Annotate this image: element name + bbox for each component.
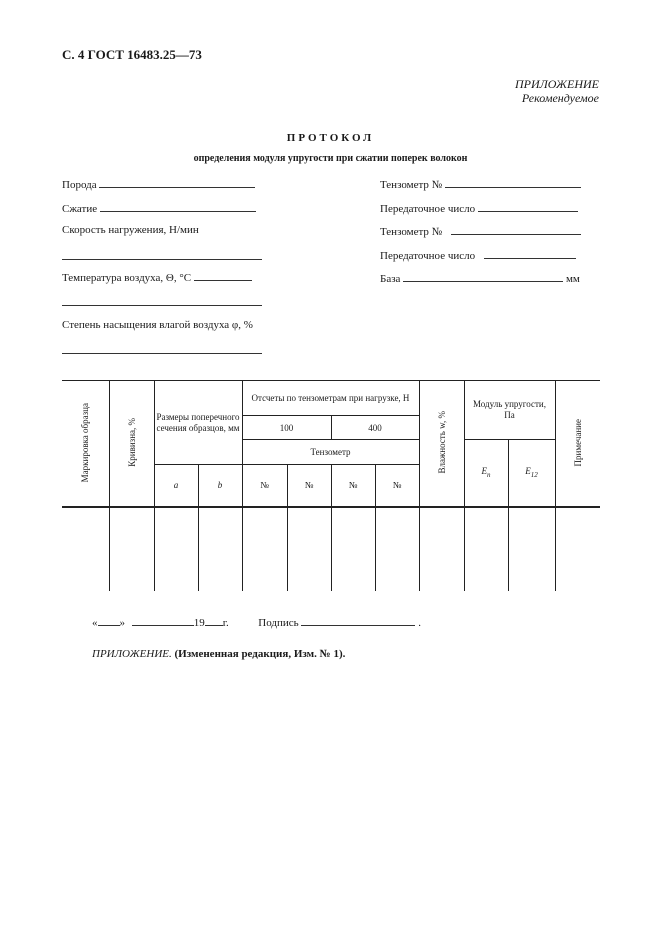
date-month-blank[interactable] xyxy=(132,615,194,626)
table-row xyxy=(62,507,600,591)
table-cell[interactable] xyxy=(375,507,419,591)
dim-a-cell: a xyxy=(154,465,198,507)
col-moisture-header xyxy=(419,381,464,507)
field-base-unit: мм xyxy=(565,273,580,285)
field-strain-gauge-2-blank[interactable] xyxy=(451,224,581,235)
dim-b-cell: b xyxy=(198,465,242,507)
gauge-no-1-cell: № xyxy=(242,465,287,507)
e-12-cell xyxy=(508,440,555,507)
protocol-subtitle: определения модуля упругости при сжатии поперек волокон xyxy=(193,153,468,164)
col-moisture-label: Влажность w, % xyxy=(436,411,447,474)
amendment-note-label: ПРИЛОЖЕНИЕ. xyxy=(92,648,172,660)
field-compression-label: Сжатие xyxy=(62,203,98,215)
date-day-blank[interactable] xyxy=(98,615,120,626)
field-strain-gauge-1-label: Тензометр № xyxy=(380,179,443,191)
signature-blank[interactable] xyxy=(301,615,415,626)
field-gear-ratio-2-blank[interactable] xyxy=(484,248,576,259)
field-air-temp xyxy=(62,270,252,285)
table-cell[interactable] xyxy=(419,507,464,591)
col-curvature-header xyxy=(109,381,154,507)
e-n-sub: n xyxy=(487,471,491,480)
col-note-label: Примечание xyxy=(572,418,583,466)
field-air-humidity-blank[interactable] xyxy=(62,353,262,354)
col-dimensions-label: Размеры поперечного сечения образцов, мм xyxy=(156,411,240,433)
e-n-label: E xyxy=(481,466,487,477)
field-gear-ratio-1-label: Передаточное число xyxy=(380,203,476,215)
col-modulus-label: Модуль упругости, Па xyxy=(473,399,546,420)
field-gear-ratio-1 xyxy=(380,201,578,216)
e-12-sub: 12 xyxy=(530,471,538,480)
load-400-cell: 400 xyxy=(331,416,419,440)
field-load-rate-label: Скорость нагружения, Н/мин xyxy=(62,224,199,236)
signature-label: Подпись xyxy=(258,617,299,629)
date-year-prefix: 19 xyxy=(193,617,205,629)
field-species-label: Порода xyxy=(62,179,97,191)
date-quote-open: « xyxy=(92,617,98,629)
col-marking-label: Маркировка образца xyxy=(80,402,91,482)
table-cell[interactable] xyxy=(331,507,375,591)
col-modulus-header xyxy=(464,381,555,440)
field-load-rate-blank[interactable] xyxy=(62,259,262,260)
table-cell[interactable] xyxy=(242,507,287,591)
col-readings-label: Отсчеты по тензометрам при нагрузке, Н xyxy=(251,392,410,403)
field-gear-ratio-2 xyxy=(380,248,576,263)
field-strain-gauge-2 xyxy=(380,224,581,239)
col-dimensions-header xyxy=(154,381,242,465)
table-cell[interactable] xyxy=(508,507,555,591)
signature-line xyxy=(92,615,421,629)
appendix-block xyxy=(515,77,599,105)
gauge-no-3-cell: № xyxy=(331,465,375,507)
field-strain-gauge-1-blank[interactable] xyxy=(445,177,581,188)
col-curvature-label: Кривизна, % xyxy=(126,417,137,467)
col-readings-header xyxy=(242,381,419,416)
table-cell[interactable] xyxy=(464,507,508,591)
e-n-cell xyxy=(464,440,508,507)
page-header: С. 4 ГОСТ 16483.25—73 xyxy=(62,47,202,62)
gauge-no-2-cell: № xyxy=(287,465,331,507)
appendix-status: Рекомендуемое xyxy=(521,91,599,105)
appendix-label: ПРИЛОЖЕНИЕ xyxy=(515,77,599,91)
table-cell[interactable] xyxy=(555,507,600,591)
field-species xyxy=(62,177,255,192)
col-note-header xyxy=(555,381,600,507)
field-gear-ratio-1-blank[interactable] xyxy=(478,201,578,212)
field-strain-gauge-1 xyxy=(380,177,581,192)
date-quote-close: » xyxy=(119,617,125,629)
e-12-label: E xyxy=(525,466,531,477)
col-marking-header xyxy=(62,381,109,507)
table-cell[interactable] xyxy=(287,507,331,591)
field-strain-gauge-2-label: Тензометр № xyxy=(380,226,443,238)
gauge-no-4-cell: № xyxy=(375,465,419,507)
field-air-temp-blank[interactable] xyxy=(194,270,252,281)
signature-end-dot: . xyxy=(418,617,421,629)
strain-gauge-cell: Тензометр xyxy=(242,440,419,465)
amendment-note xyxy=(92,648,345,660)
amendment-note-text: (Измененная редакция, Изм. № 1). xyxy=(174,648,346,660)
table-cell[interactable] xyxy=(109,507,154,591)
field-base-label: База xyxy=(380,273,401,285)
field-air-temp-extra-line[interactable] xyxy=(62,305,262,306)
protocol-title: ПРОТОКОЛ xyxy=(286,132,375,144)
field-species-blank[interactable] xyxy=(99,177,255,188)
load-100-cell: 100 xyxy=(242,416,331,440)
field-base-blank[interactable] xyxy=(403,271,563,282)
table-cell[interactable] xyxy=(198,507,242,591)
table-cell[interactable] xyxy=(154,507,198,591)
field-compression-blank[interactable] xyxy=(100,201,256,212)
table-cell[interactable] xyxy=(62,507,109,591)
protocol-table xyxy=(62,380,600,591)
date-year-suffix: г. xyxy=(222,617,229,629)
field-base xyxy=(380,271,580,286)
date-year-blank[interactable] xyxy=(205,615,223,626)
field-gear-ratio-2-label: Передаточное число xyxy=(380,250,476,262)
field-air-temp-label: Температура воздуха, Θ, °С xyxy=(62,272,192,284)
field-air-humidity-label: Степень насыщения влагой воздуха φ, % xyxy=(62,319,253,331)
field-compression xyxy=(62,201,256,216)
